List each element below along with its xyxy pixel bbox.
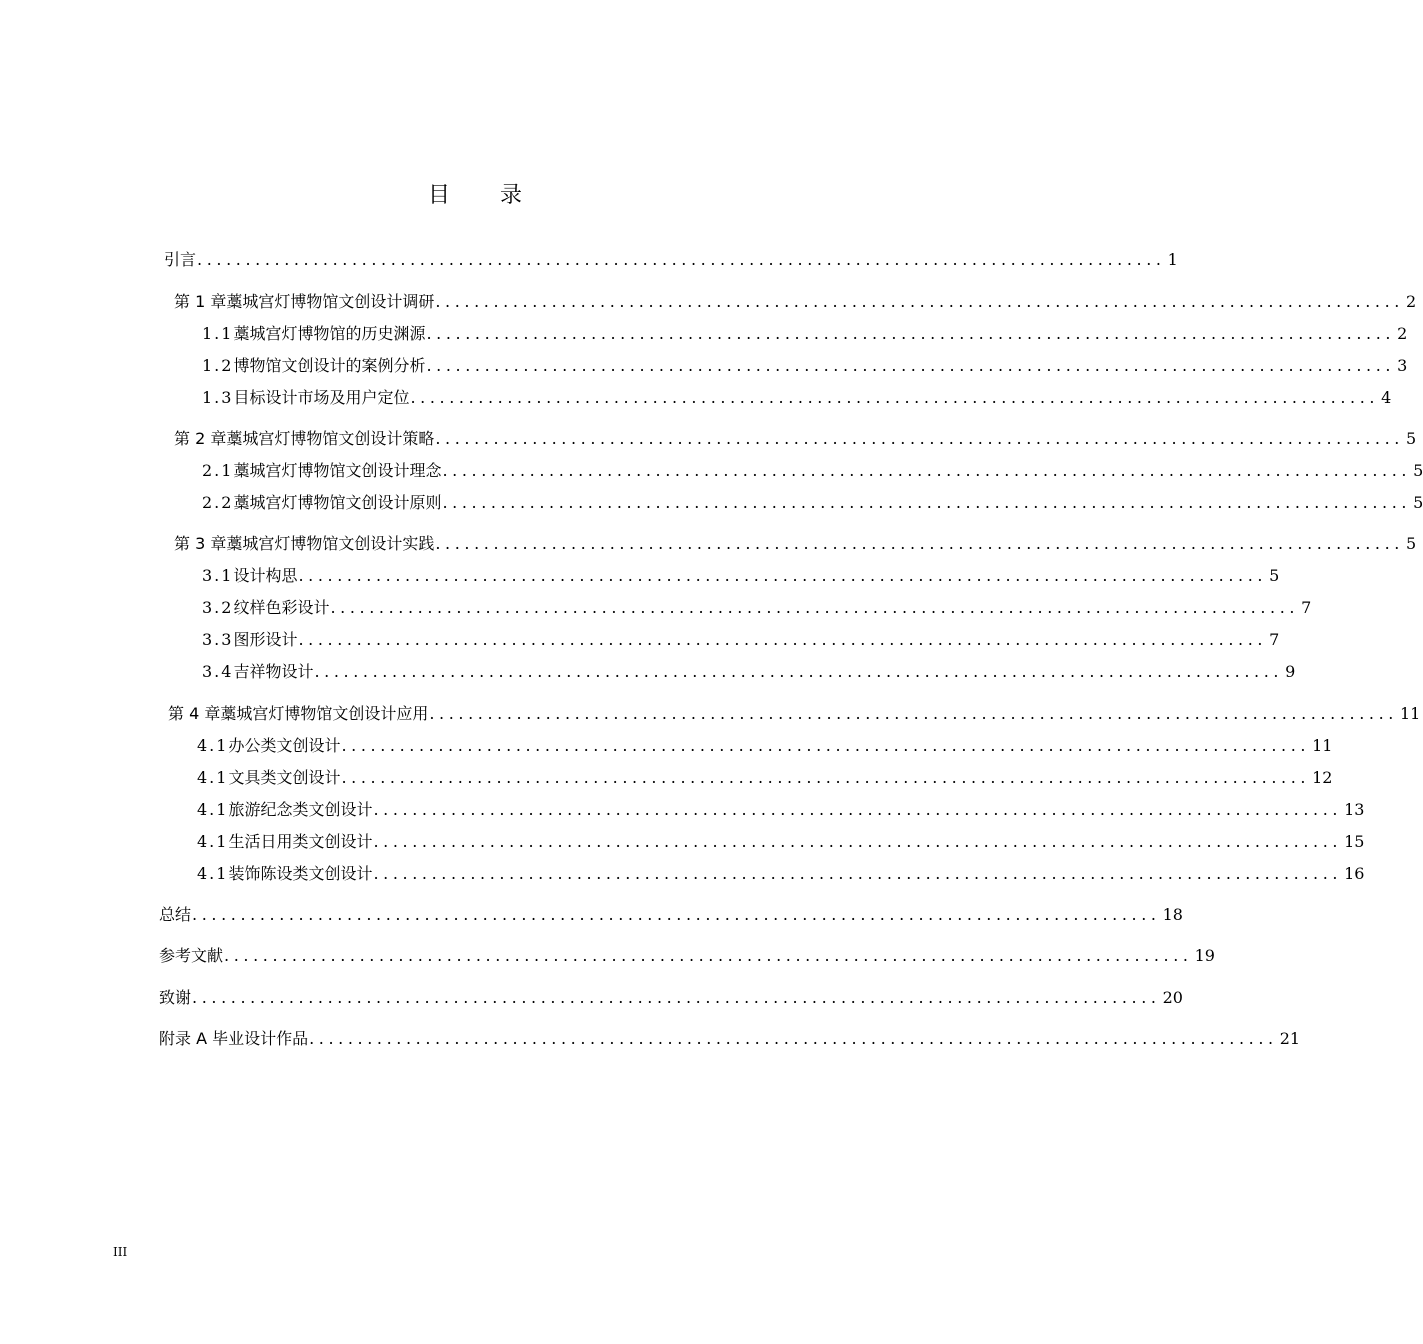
toc-entry-page: 11 xyxy=(1312,736,1333,755)
toc-entry-chapter-4[interactable] xyxy=(168,702,1421,726)
toc-entry-number: 4.1 xyxy=(197,736,229,755)
toc-entry-label: 藁城宫灯博物馆文创设计原则 xyxy=(233,493,442,512)
toc-leader-dots: .................................................................................................... xyxy=(435,429,1404,448)
toc-leader-dots: .................................................................................................... xyxy=(426,324,1396,343)
toc-entry-label: 目标设计市场及用户定位 xyxy=(233,388,410,407)
toc-entry-label: 藁城宫灯博物馆文创设计调研 xyxy=(226,292,435,311)
toc-entry-label: 引言 xyxy=(164,250,197,269)
toc-entry-page: 9 xyxy=(1285,662,1296,681)
toc-entry-section-4-1-decor[interactable] xyxy=(197,862,1365,886)
toc-leader-dots: .................................................................................................... xyxy=(192,905,1161,924)
page-number-footer: III xyxy=(113,1245,128,1259)
toc-entry-label: 图形设计 xyxy=(233,630,298,649)
toc-entry-page: 16 xyxy=(1344,864,1365,883)
toc-entry-number: 4.1 xyxy=(197,800,229,819)
toc-entry-page: 7 xyxy=(1269,630,1280,649)
toc-entry-section-2-1[interactable] xyxy=(202,459,1423,483)
toc-entry-section-4-1-stationery[interactable] xyxy=(197,766,1333,790)
toc-leader-dots: .................................................................................................... xyxy=(373,832,1343,851)
toc-entry-label: 藁城宫灯博物馆的历史渊源 xyxy=(233,324,426,343)
toc-leader-dots: .................................................................................................... xyxy=(373,800,1343,819)
toc-leader-dots: .................................................................................................... xyxy=(435,292,1404,311)
toc-entry-label: 参考文献 xyxy=(159,946,224,965)
toc-entry-label: 生活日用类文创设计 xyxy=(228,832,373,851)
toc-entry-page: 12 xyxy=(1312,768,1333,787)
toc-entry-number: 2.2 xyxy=(202,493,234,512)
toc-entry-label: 吉祥物设计 xyxy=(233,662,314,681)
toc-leader-dots: .................................................................................................... xyxy=(192,988,1161,1007)
toc-entry-label: 文具类文创设计 xyxy=(228,768,341,787)
toc-leader-dots: .................................................................................................... xyxy=(309,1029,1278,1048)
toc-leader-dots: .................................................................................................... xyxy=(410,388,1380,407)
toc-leader-dots: .................................................................................................... xyxy=(435,534,1404,553)
toc-leader-dots: .................................................................................................... xyxy=(298,630,1268,649)
toc-entry-page: 5 xyxy=(1405,429,1417,448)
toc-entry-label: 纹样色彩设计 xyxy=(233,598,330,617)
toc-entry-number: 第 1 章 xyxy=(174,292,227,311)
toc-leader-dots: .................................................................................................... xyxy=(442,493,1412,512)
toc-entry-section-3-2[interactable] xyxy=(202,596,1312,620)
toc-entry-label: 藁城宫灯博物馆文创设计实践 xyxy=(226,534,435,553)
toc-entry-section-2-2[interactable] xyxy=(202,491,1423,515)
toc-entry-page: 4 xyxy=(1381,388,1392,407)
toc-entry-page: 5 xyxy=(1413,461,1423,480)
toc-entry-number: 第 3 章 xyxy=(174,534,227,553)
toc-entry-page: 18 xyxy=(1162,905,1183,924)
toc-leader-dots: .................................................................................................... xyxy=(426,356,1396,375)
toc-entry-number: 4.1 xyxy=(197,864,229,883)
toc-entry-label: 附录 A 毕业设计作品 xyxy=(159,1029,309,1048)
toc-entry-number: 1.1 xyxy=(202,324,234,343)
toc-entry-section-3-4[interactable] xyxy=(202,660,1296,684)
toc-leader-dots: .................................................................................................... xyxy=(429,704,1398,723)
toc-entry-page: 5 xyxy=(1269,566,1280,585)
toc-entry-page: 1 xyxy=(1167,250,1178,269)
toc-entry-page: 2 xyxy=(1405,292,1417,311)
toc-leader-dots: .................................................................................................... xyxy=(197,250,1166,269)
toc-entry-section-4-1-office[interactable] xyxy=(197,734,1333,758)
toc-leader-dots: .................................................................................................... xyxy=(314,662,1284,681)
toc-entry-page: 11 xyxy=(1399,704,1421,723)
title-char-2: 录 xyxy=(500,183,523,208)
toc-entry-number: 1.2 xyxy=(202,356,234,375)
toc-entry-page: 3 xyxy=(1397,356,1408,375)
toc-entry-number: 4.1 xyxy=(197,768,229,787)
toc-entry-appendix-a[interactable] xyxy=(159,1027,1301,1051)
toc-entry-label: 办公类文创设计 xyxy=(228,736,341,755)
toc-entry-section-4-1-daily[interactable] xyxy=(197,830,1365,854)
toc-entry-section-1-1[interactable] xyxy=(202,322,1408,346)
toc-entry-number: 3.2 xyxy=(202,598,234,617)
toc-entry-acknowledgements[interactable] xyxy=(159,986,1183,1010)
toc-leader-dots: .................................................................................................... xyxy=(442,461,1412,480)
toc-entry-label: 致谢 xyxy=(159,988,192,1007)
toc-entry-label: 设计构思 xyxy=(233,566,298,585)
toc-entry-page: 5 xyxy=(1405,534,1417,553)
toc-entry-summary[interactable] xyxy=(159,903,1183,927)
toc-entry-chapter-1[interactable] xyxy=(174,290,1417,314)
toc-entry-page: 21 xyxy=(1279,1029,1301,1048)
toc-entry-section-4-1-souvenir[interactable] xyxy=(197,798,1365,822)
toc-entry-section-1-2[interactable] xyxy=(202,354,1408,378)
toc-entry-label: 藁城宫灯博物馆文创设计应用 xyxy=(220,704,429,723)
toc-leader-dots: .................................................................................................... xyxy=(341,736,1311,755)
toc-leader-dots: .................................................................................................... xyxy=(298,566,1268,585)
toc-entry-number: 第 4 章 xyxy=(168,704,221,723)
toc-entry-number: 1.3 xyxy=(202,388,234,407)
toc-entry-label: 藁城宫灯博物馆文创设计理念 xyxy=(233,461,442,480)
toc-entry-page: 15 xyxy=(1344,832,1365,851)
toc-entry-number: 4.1 xyxy=(197,832,229,851)
toc-entry-label: 旅游纪念类文创设计 xyxy=(228,800,373,819)
toc-entry-intro[interactable] xyxy=(164,248,1178,272)
toc-entry-label: 博物馆文创设计的案例分析 xyxy=(233,356,426,375)
toc-entry-chapter-3[interactable] xyxy=(174,532,1417,556)
toc-leader-dots: .................................................................................................... xyxy=(341,768,1311,787)
toc-entry-page: 7 xyxy=(1301,598,1312,617)
toc-leader-dots: .................................................................................................... xyxy=(373,864,1343,883)
toc-entry-section-3-1[interactable] xyxy=(202,564,1280,588)
toc-entry-page: 5 xyxy=(1413,493,1423,512)
toc-entry-chapter-2[interactable] xyxy=(174,427,1417,451)
toc-entry-label: 藁城宫灯博物馆文创设计策略 xyxy=(226,429,435,448)
toc-entry-label: 总结 xyxy=(159,905,192,924)
toc-entry-section-3-3[interactable] xyxy=(202,628,1280,652)
toc-entry-page: 19 xyxy=(1194,946,1215,965)
toc-leader-dots: .................................................................................................... xyxy=(224,946,1193,965)
toc-leader-dots: .................................................................................................... xyxy=(330,598,1300,617)
toc-entry-page: 2 xyxy=(1397,324,1408,343)
toc-entry-number: 3.1 xyxy=(202,566,234,585)
toc-entry-label: 装饰陈设类文创设计 xyxy=(228,864,373,883)
toc-entry-number: 3.4 xyxy=(202,662,234,681)
toc-entry-page: 13 xyxy=(1344,800,1365,819)
toc-entry-references[interactable] xyxy=(159,944,1215,968)
toc-entry-number: 3.3 xyxy=(202,630,234,649)
toc-entry-number: 2.1 xyxy=(202,461,234,480)
toc-entry-page: 20 xyxy=(1162,988,1183,1007)
toc-entry-number: 第 2 章 xyxy=(174,429,227,448)
toc-entry-section-1-3[interactable] xyxy=(202,386,1392,410)
title-char-1: 目 xyxy=(427,183,450,208)
